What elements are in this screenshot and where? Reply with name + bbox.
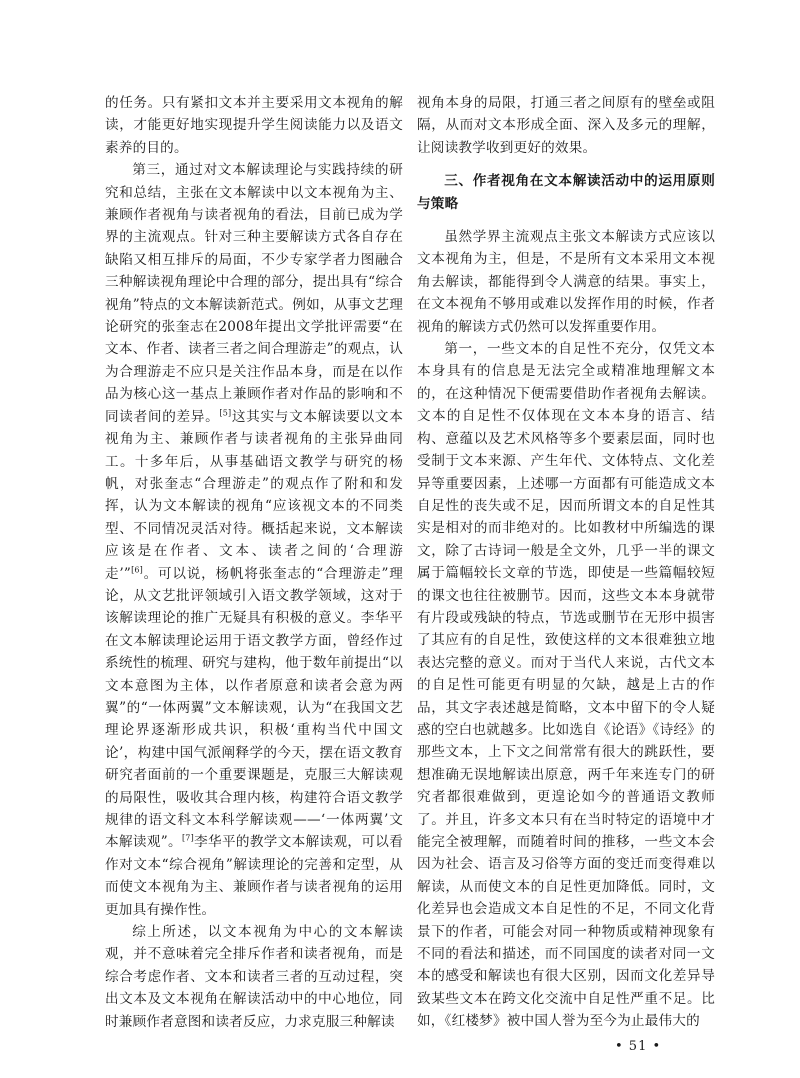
- paragraph: 的任务。只有紧扣文本并主要采用文本视角的解读，才能更好地实现提升学生阅读能力以及语文素养的目的。: [105, 95, 403, 156]
- right-column: [417, 92, 715, 1033]
- paragraph: [105, 159, 403, 921]
- paragraph: 综上所述，以文本视角为中心的文本解读观，并不意味着完全排斥作者和读者视角，而是综合考虑作者、文本和读者三者的互动过程，突出文本及文本视角在解读活动中的中心地位，同时兼顾作者意图和读者反应，力求克服三种解读: [105, 924, 403, 1030]
- paragraph: 第一，一些文本的自足性不充分，仅凭文本本身具有的信息是无法完全或精准地理解文本的，在这种情况下便需要借助作者视角去解读。文本的自足性不仅体现在文本本身的语言、结构、意蕴以及艺术风格等多个要素层面，同时也受制于文本来源、产生年代、文体特点、文化差异等重要因素，上述哪一方面都有可能造成文本自足性的丧失或不足，因而所谓文本的自足性其实是相对的而非绝对的。比如教材中所编选的课文，除了古诗词一般是全文外，几乎一半的课文属于篇幅较长文章的节选，即使是一些篇幅较短的课文也往往被删节。因而，这些文本本身就带有片段或残缺的特点，节选或删节在无形中损害了其应有的自足性，致使这样的文本很难独立地表达完整的意义。而对于当代人来说，古代文本的自足性可能更有明显的欠缺，越是上古的作品，其文字表述越是简略，文本中留下的令人疑惑的空白也就越多。比如选自《论语》《诗经》的那些文本，上下文之间常常有很大的跳跃性，要想准确无误地解读出原意，两千年来连专门的研究者都很难做到，更遑论如今的普通语文教师了。并且，许多文本只有在当时特定的语境中才能完全被理解，而随着时间的推移，一些文本会因为社会、语言及习俗等方面的变迁而变得难以解读，从而使文本的自足性更加降低。同时，文化差异也会造成文本自足性的不足，不同文化背景下的作者，可能会对同一种物质或精神现象有不同的看法和描述，而不同国度的读者对同一文本的感受和解读也有很大区别，因而文化差异导致某些文本在跨文化交流中自足性严重不足。比如，《红楼梦》被中国人誉为至今为止最伟大的: [417, 341, 715, 1030]
- paragraph: 虽然学界主流观点主张文本解读方式应该以文本视角为主，但是，不是所有文本采用文本视角去解读，都能得到令人满意的结果。事实上，在文本视角不够用或难以发挥作用的时候，作者视角的解读方式仍然可以发挥重要作用。: [417, 229, 715, 335]
- paragraph-text: 李华平的教学文本解读观，可以看作对文本“综合视角”解读理论的完善和定型，从而使文本视角为主、兼顾作者与读者视角的运用更加具有操作性。: [105, 834, 403, 918]
- citation-ref[interactable]: [5]: [219, 408, 232, 418]
- citation-ref[interactable]: [7]: [181, 833, 194, 843]
- section-heading: 三、作者视角在文本解读活动中的运用原则与策略: [417, 173, 715, 212]
- paragraph-text: 。可以说，杨帆将张奎志的“合理游走”理论，从文艺批评领域引入语文教学领域，这对于该解读理论的推广无疑具有积极的意义。李华平在文本解读理论运用于语文教学方面，曾经作过系统性的梳理、研究与建构，他于数年前提出“以文本意图为主体，以作者原意和读者会意为两翼”的“一体两翼”文本解读观，认为“在我国文艺理论界逐渐形成共识，积极‘重构当代中国文论’，构建中国气派阐释学的今天，摆在语文教育研究者面前的一个重要课题是，克服三大解读观的局限性，吸收其合理内核，构建符合语文教学规律的语文科文本科学解读观——‘一体两翼’文本解读观”。: [105, 565, 403, 851]
- paragraph-text: 第三，通过对文本解读理论与实践持续的研究和总结，主张在文本解读中以文本视角为主、兼顾作者视角与读者视角的看法，目前已成为学界的主流观点。针对三种主要解读方式各自存在缺陷又相互排斥的局面，不少专家学者力图融合三种解读视角理论中合理的部分，提出具有“综合视角”特点的文本解读新范式。例如，从事文艺理论研究的张奎志在2008年提出文学批评需要“在文本、作者、读者三者之间合理游走”的观点，认为合理游走不应只是关注作品本身，而是在以作品为核心这一基点上兼顾作者对作品的影响和不同读者间的差异。: [105, 162, 403, 425]
- paragraph: 视角本身的局限，打通三者之间原有的壁垒或阻隔，从而对文本形成全面、深入及多元的理解，让阅读教学收到更好的效果。: [417, 95, 715, 156]
- page-number: • 51 •: [615, 1039, 662, 1054]
- citation-ref[interactable]: [6]: [131, 565, 143, 574]
- left-column: [105, 92, 403, 1033]
- paragraph-text: 这其实与文本解读要以文本视角为主、兼顾作者与读者视角的主张异曲同工。十多年后，从事基础语文教学与研究的杨帆，对张奎志“合理游走”的观点作了附和和发挥，认为文本解读的视角“应该视文本的不同类型、不同情况灵活对待。概括起来说，文本解读应该是在作者、文本、读者之间的‘合理游走’”: [105, 408, 403, 582]
